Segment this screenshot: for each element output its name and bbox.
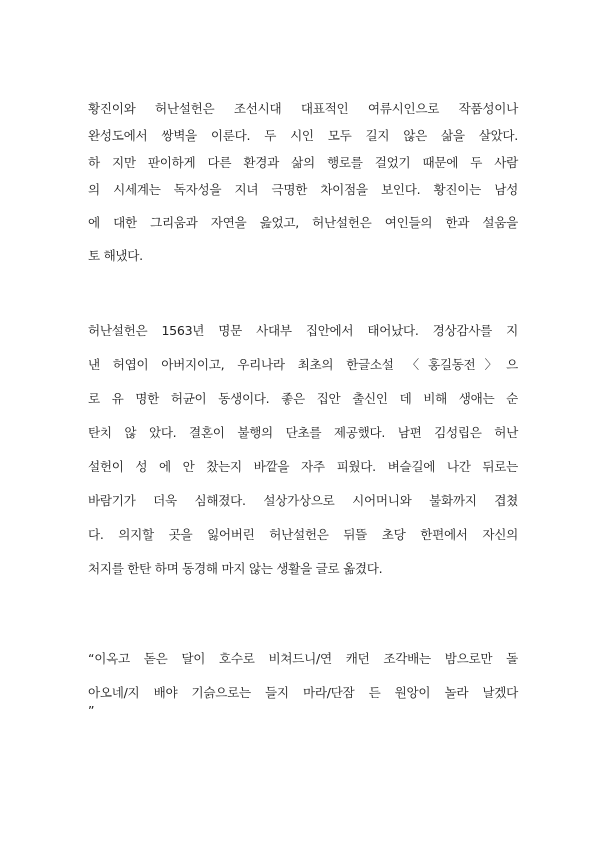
paragraph-line: ”	[88, 703, 95, 718]
paragraph-line: 처지를 한탄 하며 동경해 마지 않는 생활을 글로 옮겼다.	[88, 561, 383, 576]
paragraph-line: 낸 허엽이 아버지이고, 우리나라 최초의 한글소설 〈홍길동전〉으	[88, 357, 518, 372]
paragraph-line: 아오네/지 배야 기슭으로는 들지 마라/단잠 든 원앙이 놀라 날겠다	[88, 685, 518, 700]
paragraph-line: 하 지만 판이하게 다른 환경과 삶의 행로를 걸었기 때문에 두 사람	[88, 155, 518, 170]
paragraph-line: 바람기가 더욱 심해졌다. 설상가상으로 시어머니와 불화까지 겹쳤	[88, 493, 518, 508]
paragraph-line: 완성도에서 쌍벽을 이룬다. 두 시인 모두 길지 않은 삶을 살았다.	[88, 128, 518, 143]
paragraph-line: “이옥고 돋은 달이 호수로 비쳐드니/연 캐던 조각배는 밤으로만 돌	[88, 651, 518, 666]
paragraph-intro	[88, 101, 518, 264]
paragraph-line: 허난설헌은 1563년 명문 사대부 집안에서 태어났다. 경상감사를 지	[88, 323, 518, 338]
paragraph-line: 설헌이 성 에 안 찼는지 바깥을 자주 피웠다. 벼슬길에 나간 뒤로는	[88, 459, 518, 474]
paragraph-line: 의 시세계는 독자성을 지녀 극명한 차이점을 보인다. 황진이는 남성	[88, 182, 518, 197]
paragraph-line: 토 해냈다.	[88, 248, 143, 263]
paragraph-biography	[88, 323, 518, 577]
paragraph-line: 탄치 않 았다. 결혼이 불행의 단초를 제공했다. 남편 김성립은 허난	[88, 425, 518, 440]
paragraph-poem-quote	[88, 651, 518, 719]
paragraph-line: 황진이와 허난설헌은 조선시대 대표적인 여류시인으로 작품성이나	[88, 101, 518, 116]
paragraph-line: 로 유 명한 허균이 동생이다. 좋은 집안 출신인 데 비해 생애는 순	[88, 391, 518, 406]
paragraph-line: 다. 의지할 곳을 잃어버린 허난설헌은 뒤뜰 초당 한편에서 자신의	[88, 527, 518, 542]
paragraph-line: 에 대한 그리움과 자연을 읊었고, 허난설헌은 여인들의 한과 설움을	[88, 215, 518, 230]
